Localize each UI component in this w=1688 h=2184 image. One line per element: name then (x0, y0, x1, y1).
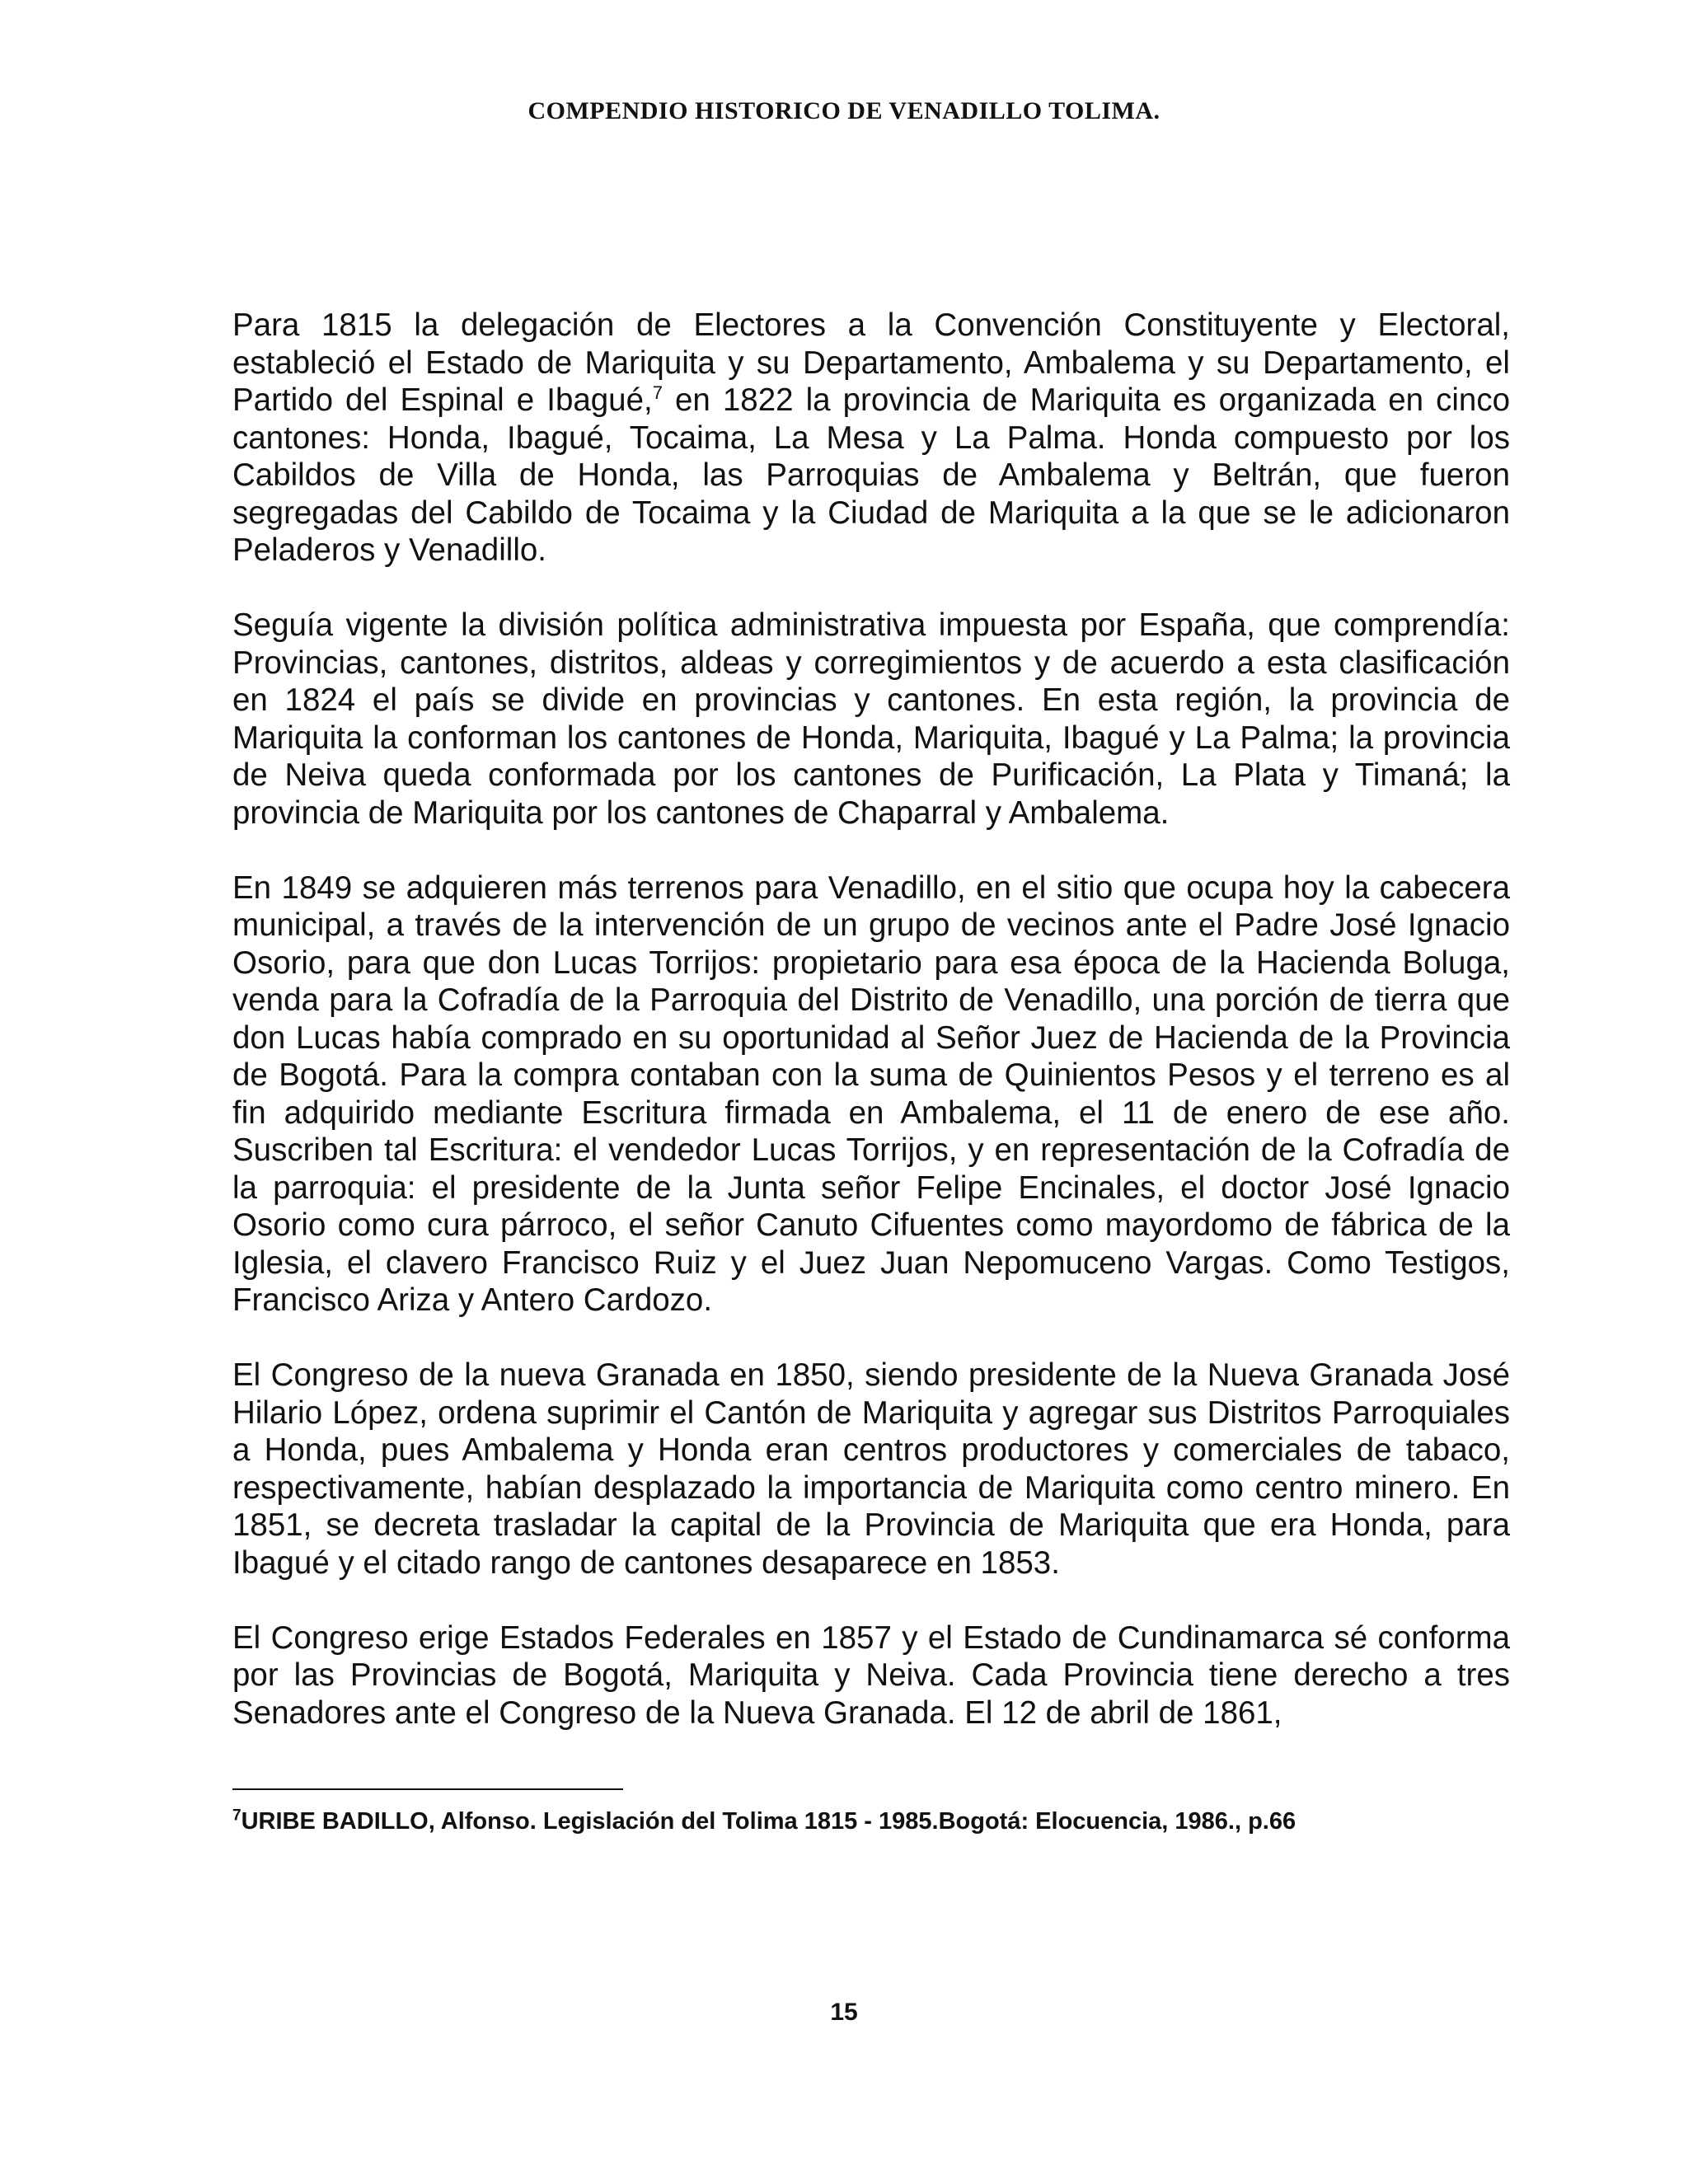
body-text (232, 307, 1510, 1732)
paragraph-1 (232, 307, 1510, 569)
paragraph-4: El Congreso de la nueva Granada en 1850, siendo presidente de la Nueva Granada José Hilario López, ordena suprimir el Cantón de Mariquita y agregar sus Distritos Parroquiales a Honda, pues Ambalema y Honda eran centros productores y comerciales de tabaco, respectivamente, habían desplazado la importancia de Mariquita como centro minero. En 1851, se decreta trasladar la capital de la Provincia de Mariquita que era Honda, para Ibagué y el citado rango de cantones desaparece en 1853. (232, 1357, 1510, 1581)
page-header: COMPENDIO HISTORICO DE VENADILLO TOLIMA. (528, 97, 1160, 124)
footnote (232, 1805, 1510, 1838)
footnote-reference: 7 (652, 382, 663, 404)
footnote-divider (232, 1788, 623, 1790)
footnote-text: URIBE BADILLO, Alfonso. Legislación del Tolima 1815 - 1985.Bogotá: Elocuencia, 1986., p.66 (241, 1808, 1296, 1835)
paragraph-1-part-b: en 1822 la provincia de Mariquita es organizada en cinco cantones: Honda, Ibagué, Tocaima, La Mesa y La Palma. Honda compuesto por los Cabildos de Villa de Honda, las Parroquias de Ambalema y Beltrán, que fueron segregadas del Cabildo de Tocaima y la Ciudad de Mariquita a la que se le adicionaron Peladeros y Venadillo. (232, 382, 1510, 568)
paragraph-5: El Congreso erige Estados Federales en 1857 y el Estado de Cundinamarca sé conforma por las Provincias de Bogotá, Mariquita y Neiva. Cada Provincia tiene derecho a tres Senadores ante el Congreso de la Nueva Granada. El 12 de abril de 1861, (232, 1619, 1510, 1731)
paragraph-1-part-a: Para 1815 la delegación de Electores a la Convención Constituyente y Electoral, estableció el Estado de Mariquita y su Departamento, Ambalema y su Departamento, el Partido del Espinal e Ibagué, (232, 307, 1510, 418)
paragraph-2: Seguía vigente la división política administrativa impuesta por España, que comprendía: Provincias, cantones, distritos, aldeas y corregimientos y de acuerdo a esta clasificación en 1824 el país se divide en provincias y cantones. En esta región, la provincia de Mariquita la conforman los cantones de Honda, Mariquita, Ibagué y La Palma; la provincia de Neiva queda conformada por los cantones de Purificación, La Plata y Timaná; la provincia de Mariquita por los cantones de Chaparral y Ambalema. (232, 607, 1510, 831)
paragraph-3: En 1849 se adquieren más terrenos para Venadillo, en el sitio que ocupa hoy la cabecera municipal, a través de la intervención de un grupo de vecinos ante el Padre José Ignacio Osorio, para que don Lucas Torrijos: propietario para esa época de la Hacienda Boluga, venda para la Cofradía de la Parroquia del Distrito de Venadillo, una porción de tierra que don Lucas había comprado en su oportunidad al Señor Juez de Hacienda de la Provincia de Bogotá. Para la compra contaban con la suma de Quinientos Pesos y el terreno es al fin adquirido mediante Escritura firmada en Ambalema, el 11 de enero de ese año. Suscriben tal Escritura: el vendedor Lucas Torrijos, y en representación de la Cofradía de la parroquia: el presidente de la Junta señor Felipe Encinales, el doctor José Ignacio Osorio como cura párroco, el señor Canuto Cifuentes como mayordomo de fábrica de la Iglesia, el clavero Francisco Ruiz y el Juez Juan Nepomuceno Vargas. Como Testigos, Francisco Ariza y Antero Cardozo. (232, 869, 1510, 1318)
page-number: 15 (830, 1999, 858, 2026)
footnote-number: 7 (232, 1807, 241, 1825)
